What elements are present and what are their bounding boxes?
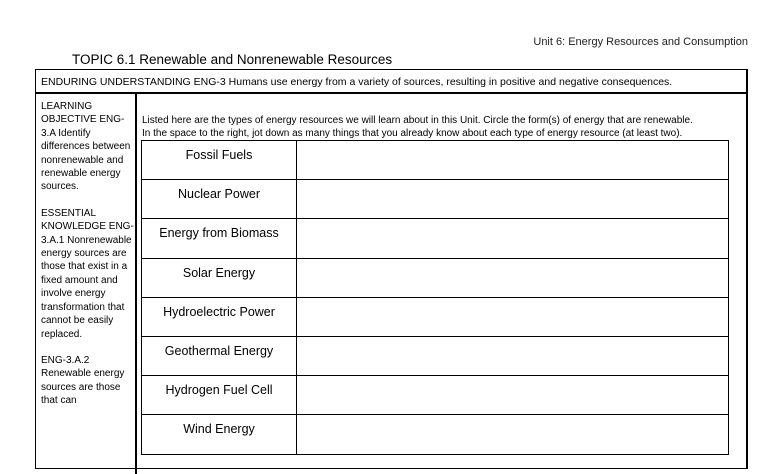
notes-cell[interactable] [297, 376, 729, 415]
notes-cell[interactable] [297, 336, 729, 375]
resource-name[interactable]: Nuclear Power [142, 180, 297, 219]
learning-objective: LEARNING OBJECTIVE ENG-3.A Identify differences between nonrenewable and renewable energy sources. [41, 101, 131, 193]
table-row [142, 258, 729, 297]
table-row [142, 376, 729, 415]
notes-cell[interactable] [297, 141, 729, 180]
notes-cell[interactable] [297, 415, 729, 454]
table-row [142, 219, 729, 258]
notes-cell[interactable] [297, 297, 729, 336]
enduring-understanding: ENDURING UNDERSTANDING ENG-3 Humans use energy from a variety of sources, resulting in positive and negative consequences. [36, 70, 746, 94]
instructions [142, 114, 747, 140]
topic-title: TOPIC 6.1 Renewable and Nonrenewable Resources [72, 52, 393, 67]
resource-name[interactable]: Energy from Biomass [142, 219, 297, 258]
resource-name[interactable]: Wind Energy [142, 415, 297, 454]
table-row [142, 141, 729, 180]
table-row [142, 415, 729, 454]
table-row [142, 180, 729, 219]
resource-name[interactable]: Fossil Fuels [142, 141, 297, 180]
resource-name[interactable]: Hydroelectric Power [142, 297, 297, 336]
instructions-line-1: Listed here are the types of energy resources we will learn about in this Unit. Circle the form(s) of energy that are renewable. [142, 115, 693, 126]
notes-cell[interactable] [297, 219, 729, 258]
left-column [36, 94, 137, 474]
table-row [142, 297, 729, 336]
resource-name[interactable]: Hydrogen Fuel Cell [142, 376, 297, 415]
notes-cell[interactable] [297, 180, 729, 219]
essential-knowledge-1: ESSENTIAL KNOWLEDGE ENG-3.A.1 Nonrenewable energy sources are those that exist in a fixed amount and involve energy transformation that cannot be easily replaced. [41, 207, 134, 340]
unit-header: Unit 6: Energy Resources and Consumption [533, 36, 748, 48]
notes-cell[interactable] [297, 258, 729, 297]
resource-name[interactable]: Geothermal Energy [142, 336, 297, 375]
instructions-line-2: In the space to the right, jot down as many things that you already know about each type of energy resource (at least two). [142, 128, 683, 139]
resource-table [141, 140, 729, 455]
table-row [142, 336, 729, 375]
essential-knowledge-2: ENG-3.A.2 Renewable energy sources are those that can [41, 354, 125, 407]
resource-name[interactable]: Solar Energy [142, 258, 297, 297]
